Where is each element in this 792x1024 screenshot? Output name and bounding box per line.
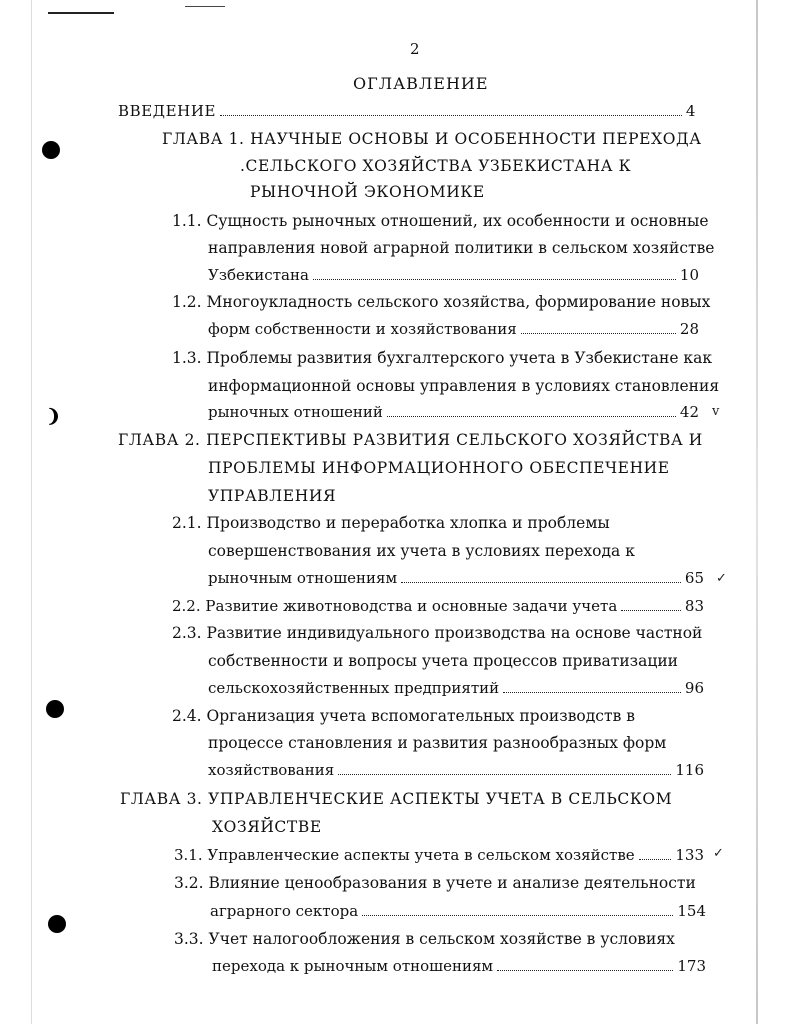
toc-entry-intro [118,101,696,121]
section-text: совершенствования их учета в условиях перехода к [208,542,635,560]
section-entry [174,873,696,893]
section-number: 2.1. [172,514,202,532]
section-page: 154 [677,902,706,920]
section-text: перехода к рыночным отношениям [212,957,494,975]
section-entry [172,596,704,616]
section-number: 3.2. [174,874,204,892]
leader-dots [313,278,676,280]
section-entry [174,929,675,949]
section-number: 1.1. [172,212,202,230]
leader-dots [621,609,681,611]
section-text: сельскохозяйственных предприятий [208,679,500,697]
check-mark-icon: ✓ [713,846,724,861]
section-entry [172,513,610,533]
section-number: 1.2. [172,293,202,311]
punch-hole-icon [48,915,66,933]
section-text: информационной основы управления в условиях становления [208,377,720,395]
leader-dots [521,332,676,334]
section-entry-last-line [208,319,699,339]
section-entry-last-line [208,402,699,422]
section-page: 28 [679,320,699,338]
section-entry [172,623,702,643]
leader-dots [639,858,672,860]
section-text: форм собственности и хозяйствования [208,320,517,338]
toc-entry-page: 4 [685,102,696,120]
toc-title: ОГЛАВЛЕНИЕ [353,74,489,93]
leader-dots [220,114,682,116]
section-page: 133 [675,846,704,864]
chapter-heading: .СЕЛЬСКОГО ХОЗЯЙСТВА УЗБЕКИСТАНА К [240,157,632,175]
leader-dots [387,415,676,417]
section-entry-last-line [210,901,706,921]
section-entry-last-line [212,956,706,976]
section-page: 42 [679,403,699,421]
section-text: Развитие индивидуального производства на основе частной [206,624,703,642]
scan-artifact-line [48,12,114,14]
page-number: 2 [410,40,420,58]
section-text: Организация учета вспомогательных производств в [206,707,635,725]
section-text: Многоукладность сельского хозяйства, формирование новых [206,293,711,311]
section-text: направления новой аграрной политики в сельском хозяйстве [208,239,715,257]
section-page: 83 [684,597,704,615]
section-page: 116 [675,761,704,779]
section-text: собственности и вопросы учета процессов приватизации [208,652,678,670]
section-text: хозяйствования [208,761,335,779]
section-entry [174,845,704,865]
page-edge-right [756,0,758,1024]
margin-bracket-icon: ❩ [46,406,62,427]
check-mark-icon: ✓ [716,571,727,586]
leader-dots [338,773,671,775]
leader-dots [362,914,673,916]
section-text: Учет налогообложения в сельском хозяйстве в условиях [208,930,675,948]
punch-hole-icon [46,700,64,718]
section-text: Проблемы развития бухгалтерского учета в Узбекистане как [206,349,713,367]
chapter-heading: РЫНОЧНОЙ ЭКОНОМИКЕ [250,183,485,201]
section-page: 65 [684,569,704,587]
scan-artifact-line [185,6,225,7]
section-number: 1.3. [172,349,202,367]
section-entry-last-line [208,760,704,780]
section-number: 2.3. [172,624,202,642]
toc-entry-label: ВВЕДЕНИЕ [118,102,217,120]
section-text: Сущность рыночных отношений, их особенности и основные [206,212,709,230]
section-number: 2.2. [172,597,201,615]
section-text: процессе становления и развития разнообразных форм [208,734,667,752]
section-text: Производство и переработка хлопка и проблемы [206,514,610,532]
punch-hole-icon [42,141,60,159]
leader-dots [497,969,673,971]
section-entry [172,706,635,726]
section-text: Узбекистана [208,266,309,284]
section-entry [172,292,710,312]
leader-dots [503,691,681,693]
chapter-heading: ГЛАВА 1. НАУЧНЫЕ ОСНОВЫ И ОСОБЕННОСТИ ПЕРЕХОДА [162,130,702,148]
leader-dots [401,581,681,583]
page-edge-left [31,0,32,1024]
section-entry-last-line [208,265,699,285]
section-entry-last-line [208,568,704,588]
section-text: аграрного сектора [210,902,359,920]
section-entry [172,348,712,368]
section-page: 96 [684,679,704,697]
section-page: 173 [677,957,706,975]
section-text: рыночным отношениям [208,569,398,587]
section-text: рыночных отношений [208,403,383,421]
section-page: 10 [679,266,699,284]
chapter-heading: УПРАВЛЕНИЯ [208,487,337,505]
section-text: Развитие животноводства и основные задачи учета [205,597,618,615]
section-text: Влияние ценообразования в учете и анализе деятельности [208,874,696,892]
section-number: 2.4. [172,707,202,725]
section-number: 3.3. [174,930,204,948]
section-number: 3.1. [174,846,203,864]
chapter-heading: ХОЗЯЙСТВЕ [212,818,322,836]
section-entry [172,211,709,231]
section-entry-last-line [208,678,704,698]
section-text: Управленческие аспекты учета в сельском хозяйстве [207,846,635,864]
chapter-heading: ГЛАВА 2. ПЕРСПЕКТИВЫ РАЗВИТИЯ СЕЛЬСКОГО ХОЗЯЙСТВА И [118,431,703,449]
chapter-heading: ГЛАВА 3. УПРАВЛЕНЧЕСКИЕ АСПЕКТЫ УЧЕТА В СЕЛЬСКОМ [120,790,673,808]
check-mark-icon: v [712,404,720,419]
chapter-heading: ПРОБЛЕМЫ ИНФОРМАЦИОННОГО ОБЕСПЕЧЕНИЕ [208,459,670,477]
